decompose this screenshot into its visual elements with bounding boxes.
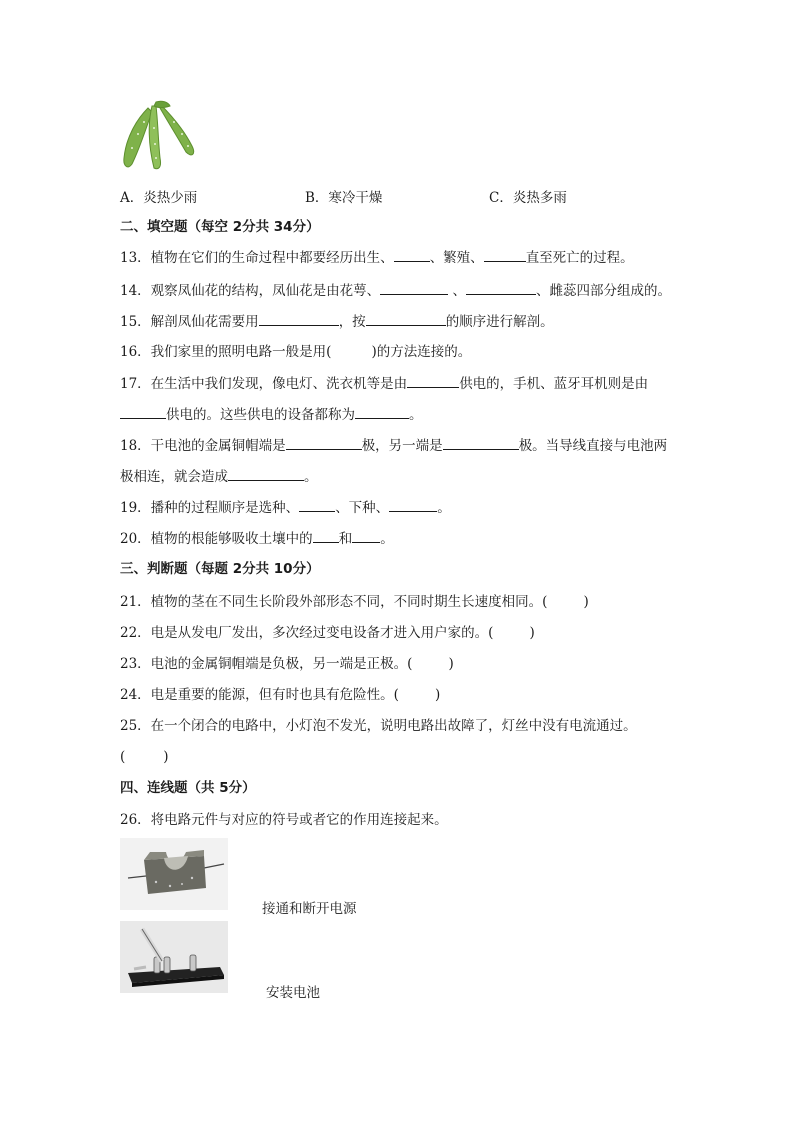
question-17-cont: 供电的。这些供电的设备都称为 。 xyxy=(120,404,423,425)
option-b[interactable]: B．寒冷干燥 xyxy=(305,190,383,206)
question-22: 22．电是从发电厂发出，多次经过变电设备才进入用户家的。( ) xyxy=(120,625,535,641)
question-13: 13．植物在它们的生命过程中都要经历出生、 、繁殖、 直至死亡的过程。 xyxy=(120,247,634,268)
answer-blank[interactable] xyxy=(313,528,339,543)
question-23: 23．电池的金属铜帽端是负极，另一端是正极。( ) xyxy=(120,656,454,672)
question-26: 26．将电路元件与对应的符号或者它的作用连接起来。 xyxy=(120,812,448,828)
question-25-cont: ( ) xyxy=(120,749,169,765)
section-heading-matching: 四、连线题（共 5分） xyxy=(120,780,256,796)
question-19: 19．播种的过程顺序是选种、 、下种、 。 xyxy=(120,497,451,518)
answer-blank[interactable] xyxy=(299,497,335,512)
answer-blank[interactable] xyxy=(352,528,380,543)
answer-blank[interactable] xyxy=(259,311,339,326)
question-21: 21．植物的茎在不同生长阶段外部形态不同，不同时期生长速度相同。( ) xyxy=(120,594,589,610)
answer-blank[interactable] xyxy=(380,280,448,295)
answer-blank[interactable] xyxy=(366,311,446,326)
answer-blank[interactable] xyxy=(394,247,430,262)
match-caption-switch[interactable]: 接通和断开电源 xyxy=(262,901,357,917)
cactus-image xyxy=(118,98,200,172)
question-18-cont: 极相连，就会造成 。 xyxy=(120,466,318,487)
question-14: 14．观察凤仙花的结构，凤仙花是由花萼、 、 、雌蕊四部分组成的。 xyxy=(120,280,671,301)
match-caption-battery[interactable]: 安装电池 xyxy=(266,985,320,1001)
question-15: 15．解剖凤仙花需要用 ，按 的顺序进行解剖。 xyxy=(120,311,554,332)
question-17: 17．在生活中我们发现，像电灯、洗衣机等是由 供电的，手机、蓝牙耳机则是由 xyxy=(120,373,648,394)
option-c[interactable]: C．炎热多雨 xyxy=(489,190,567,206)
question-24: 24．电是重要的能源，但有时也具有危险性。( ) xyxy=(120,687,441,703)
knife-switch-image[interactable] xyxy=(120,921,228,993)
answer-blank[interactable] xyxy=(389,497,437,512)
answer-blank[interactable] xyxy=(355,404,409,419)
answer-blank[interactable] xyxy=(407,373,459,388)
question-20: 20．植物的根能够吸收土壤中的 和 。 xyxy=(120,528,394,549)
answer-blank[interactable] xyxy=(120,404,166,419)
answer-blank[interactable] xyxy=(228,466,304,481)
question-25: 25．在一个闭合的电路中，小灯泡不发光，说明电路出故障了，灯丝中没有电流通过。 xyxy=(120,718,637,734)
answer-blank[interactable] xyxy=(286,435,362,450)
option-a[interactable]: A．炎热少雨 xyxy=(120,190,198,206)
answer-blank[interactable] xyxy=(466,280,536,295)
section-heading-fill-in: 二、填空题（每空 2分共 34分） xyxy=(120,219,320,235)
question-16: 16．我们家里的照明电路一般是用( )的方法连接的。 xyxy=(120,344,472,360)
section-heading-true-false: 三、判断题（每题 2分共 10分） xyxy=(120,561,320,577)
answer-blank[interactable] xyxy=(443,435,519,450)
answer-blank[interactable] xyxy=(484,247,526,262)
battery-holder-image[interactable] xyxy=(120,838,228,910)
question-18: 18．干电池的金属铜帽端是 极，另一端是 极。当导线直接与电池两 xyxy=(120,435,667,456)
